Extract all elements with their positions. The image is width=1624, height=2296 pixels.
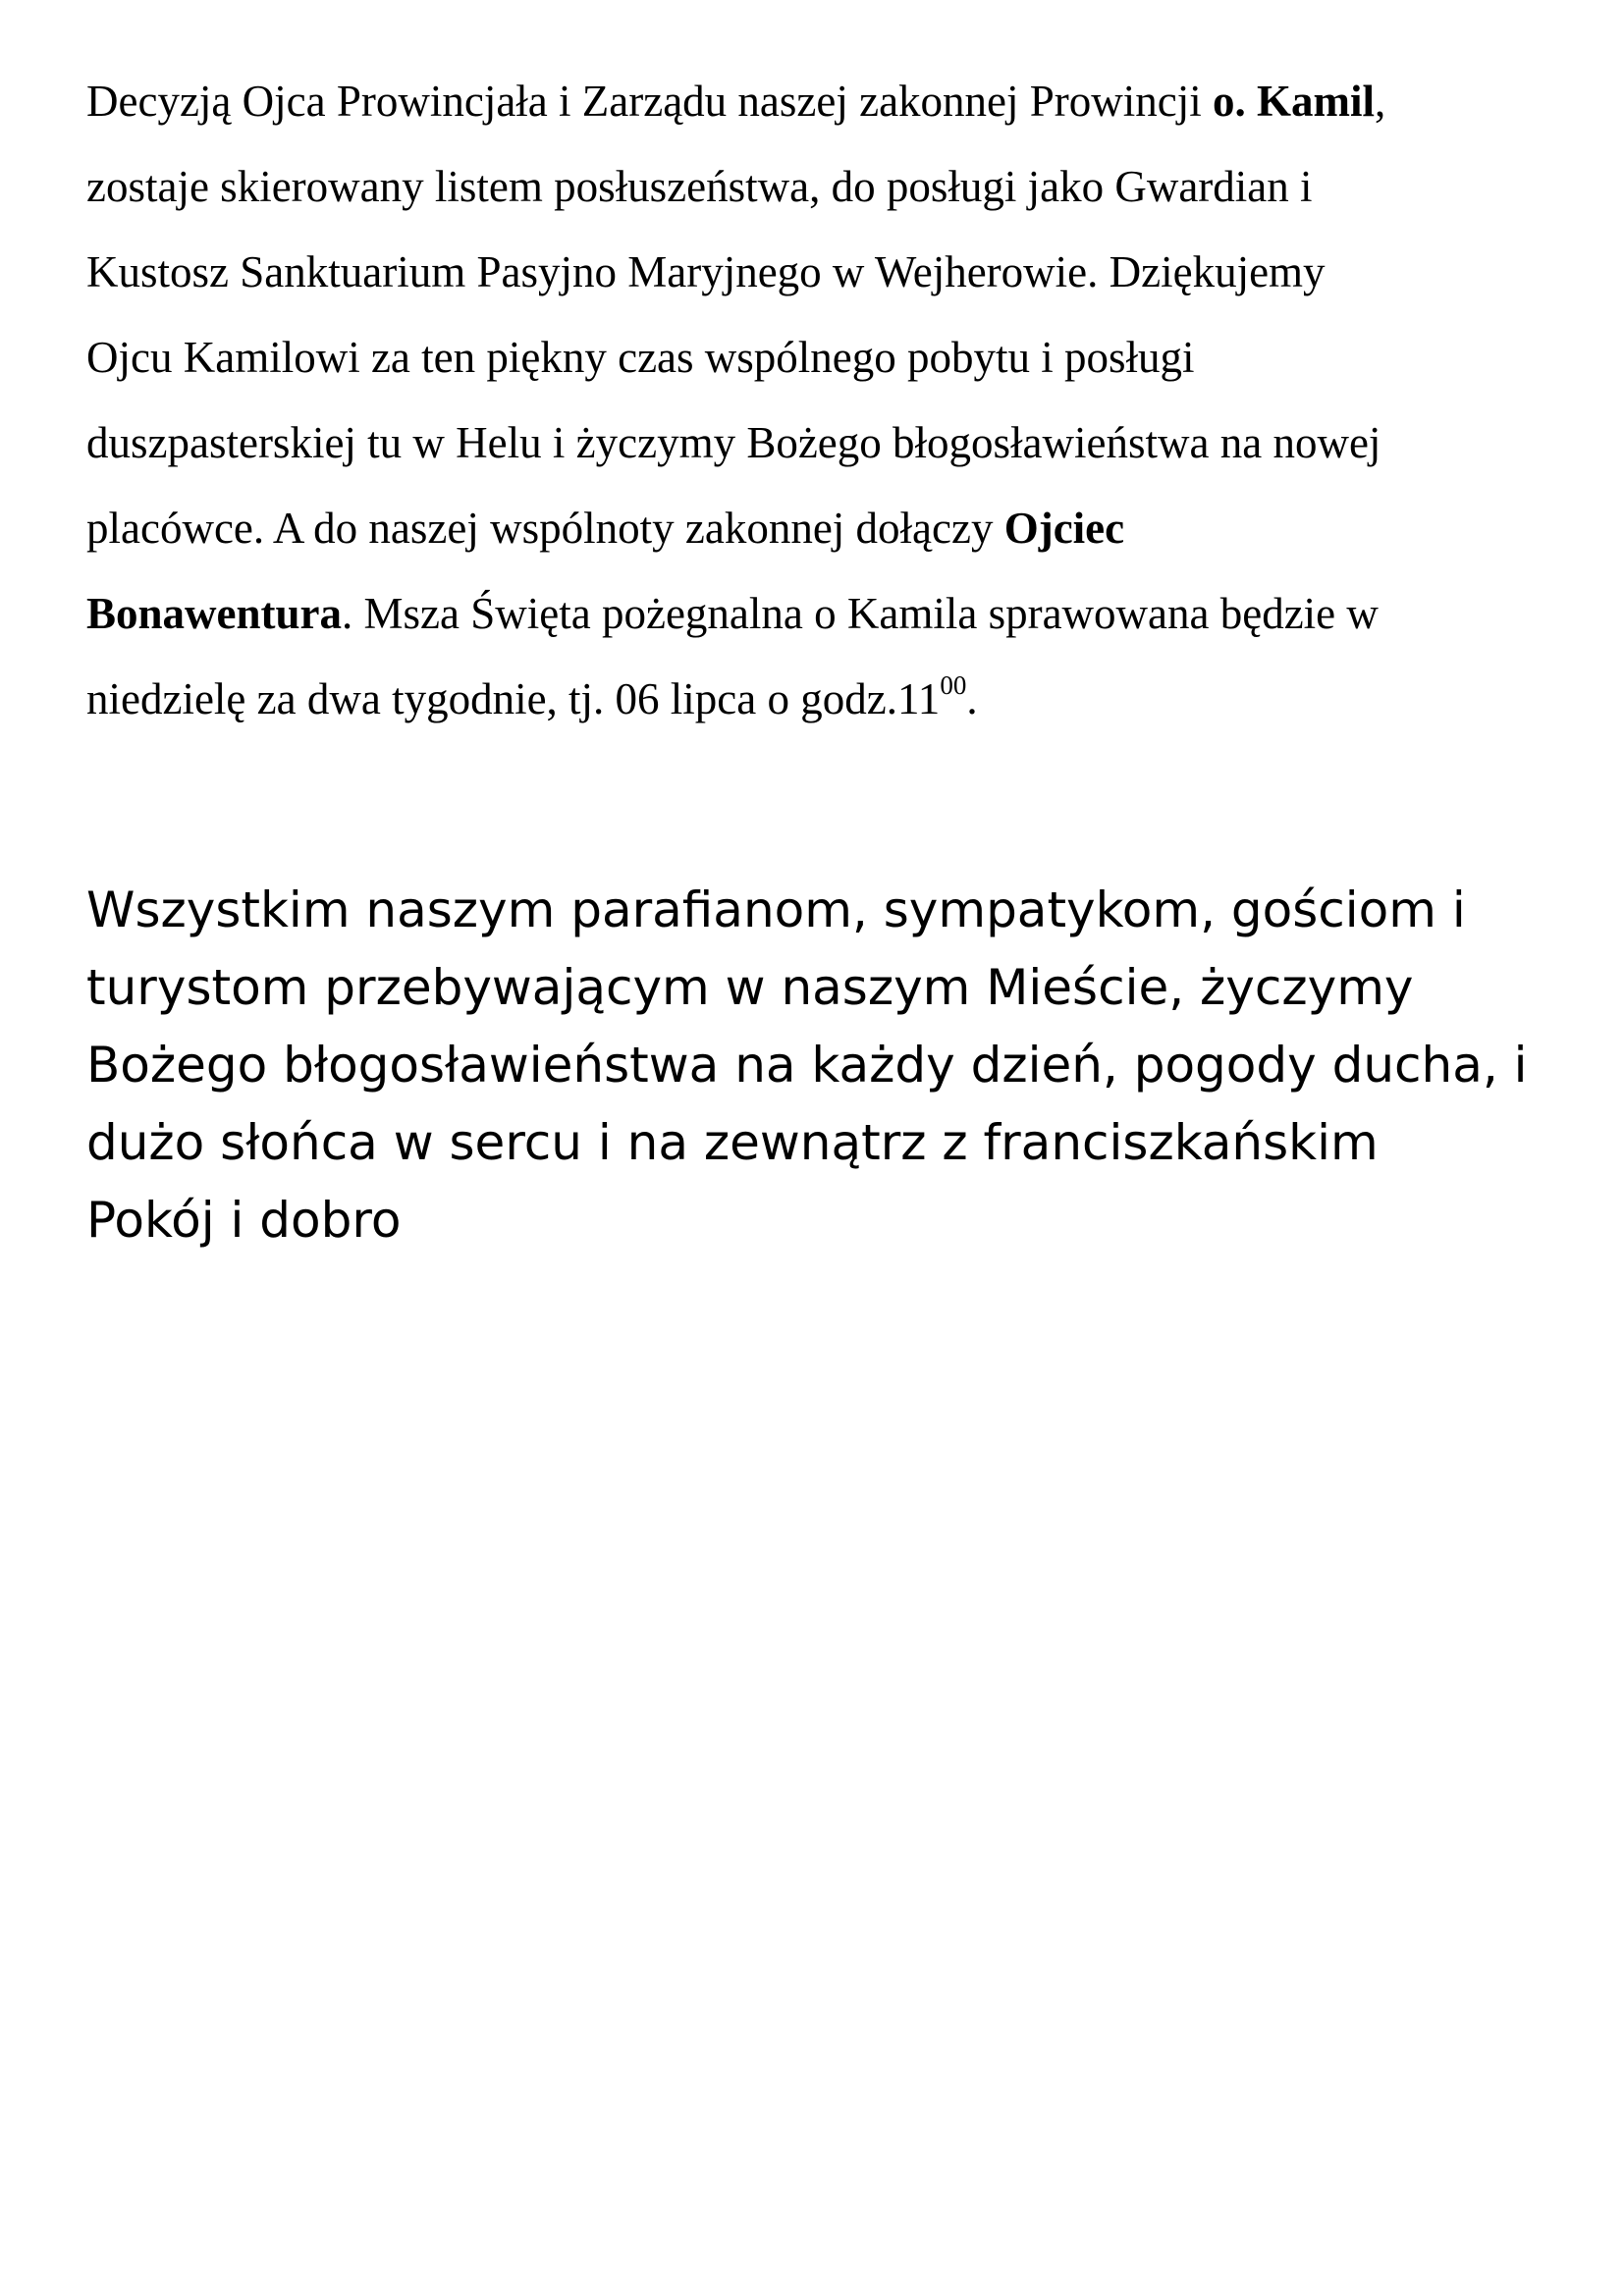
announcement-paragraph (86, 59, 1559, 742)
announcement-line-8: niedzielę za dwa tygodnie, tj. 06 lipca o $godz.11^{00}$. (86, 670, 978, 723)
wishes-line-2: turystom przebywającym w naszym Mieście, życzymy (86, 959, 1414, 1016)
announcement-line-7: Bonawentura. Msza Święta pożegnalna o Kamila sprawowana będzie w (86, 589, 1379, 638)
wishes-line-4: dużo słońca w sercu i na zewnątrz z franciszkańskim (86, 1114, 1379, 1171)
time-minutes-superscript: 00 (940, 670, 967, 700)
announcement-line-1: Decyzją Ojca Prowincjała i Zarządu naszej zakonnej Prowincji o. Kamil, (86, 77, 1386, 126)
wishes-line-5: Pokój i dobro (86, 1192, 402, 1249)
name-bonawentura: Bonawentura (86, 589, 343, 638)
announcement-line-3: Kustosz Sanktuarium Pasyjno Maryjnego w Wejherowie. Dziękujemy (86, 247, 1326, 296)
announcement-line-5: duszpasterskiej tu w Helu i życzymy Bożego błogosławieństwa na nowej (86, 418, 1381, 467)
announcement-line-4: Ojcu Kamilowi za ten piękny czas wspólnego pobytu i posługi (86, 333, 1195, 382)
wishes-line-3: Bożego błogosławieństwa na każdy dzień, pogody ducha, i (86, 1037, 1528, 1094)
announcement-line-2: zostaje skierowany listem posłuszeństwa, do posługi jako Gwardian i (86, 162, 1313, 211)
wishes-paragraph (86, 872, 1579, 1259)
wishes-line-1: Wszystkim naszym parafianom, sympatykom, gościom i (86, 881, 1466, 938)
announcement-line-6: placówce. A do naszej wspólnoty zakonnej dołączy Ojciec (86, 504, 1125, 553)
name-ojciec: Ojciec (1003, 504, 1125, 553)
name-kamil: o. Kamil (1213, 77, 1376, 126)
